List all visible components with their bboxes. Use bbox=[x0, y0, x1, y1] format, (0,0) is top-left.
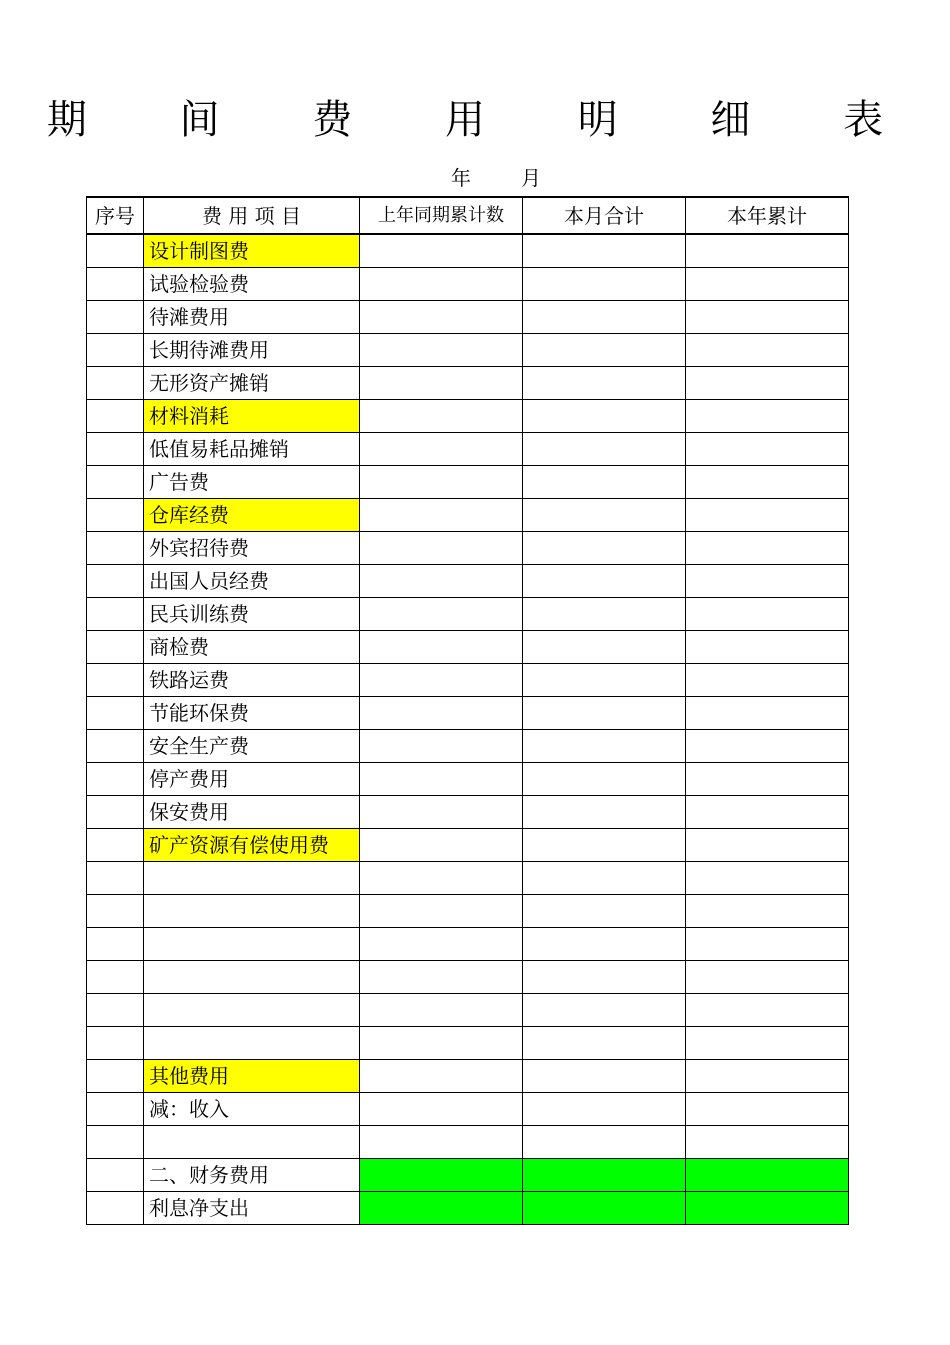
year-total-cell[interactable] bbox=[686, 334, 849, 367]
item-cell[interactable]: 待滩费用 bbox=[144, 301, 360, 334]
item-cell[interactable] bbox=[144, 1126, 360, 1159]
last-year-cell[interactable] bbox=[360, 400, 523, 433]
seq-cell[interactable] bbox=[87, 532, 144, 565]
seq-cell[interactable] bbox=[87, 796, 144, 829]
seq-cell[interactable] bbox=[87, 763, 144, 796]
year-total-cell[interactable] bbox=[686, 1192, 849, 1225]
month-total-cell[interactable] bbox=[523, 565, 686, 598]
item-cell[interactable]: 安全生产费 bbox=[144, 730, 360, 763]
last-year-cell[interactable] bbox=[360, 234, 523, 268]
col-header-month-total: 本月合计 bbox=[523, 197, 686, 234]
item-cell[interactable]: 外宾招待费 bbox=[144, 532, 360, 565]
last-year-cell[interactable] bbox=[360, 862, 523, 895]
last-year-cell[interactable] bbox=[360, 829, 523, 862]
last-year-cell[interactable] bbox=[360, 961, 523, 994]
table-row bbox=[87, 1060, 849, 1093]
year-total-cell[interactable] bbox=[686, 1060, 849, 1093]
month-total-cell[interactable] bbox=[523, 697, 686, 730]
item-cell[interactable] bbox=[144, 1027, 360, 1060]
last-year-cell[interactable] bbox=[360, 532, 523, 565]
item-cell[interactable] bbox=[144, 895, 360, 928]
seq-cell[interactable] bbox=[87, 367, 144, 400]
item-cell[interactable]: 仓库经费 bbox=[144, 499, 360, 532]
table-row bbox=[87, 499, 849, 532]
col-header-year-total: 本年累计 bbox=[686, 197, 849, 234]
table-row bbox=[87, 895, 849, 928]
year-total-cell[interactable] bbox=[686, 367, 849, 400]
item-cell[interactable]: 民兵训练费 bbox=[144, 598, 360, 631]
year-total-cell[interactable] bbox=[686, 1126, 849, 1159]
year-total-cell[interactable] bbox=[686, 433, 849, 466]
table-row bbox=[87, 796, 849, 829]
seq-cell[interactable] bbox=[87, 1159, 144, 1192]
month-total-cell[interactable] bbox=[523, 367, 686, 400]
month-total-cell[interactable] bbox=[523, 631, 686, 664]
page-title: 期 间 费 用 明 细 表 bbox=[46, 97, 924, 143]
month-total-cell[interactable] bbox=[523, 532, 686, 565]
table-row bbox=[87, 532, 849, 565]
month-total-cell[interactable] bbox=[523, 763, 686, 796]
seq-cell[interactable] bbox=[87, 961, 144, 994]
month-label: 月 bbox=[521, 166, 541, 190]
month-total-cell[interactable] bbox=[523, 829, 686, 862]
last-year-cell[interactable] bbox=[360, 664, 523, 697]
year-total-cell[interactable] bbox=[686, 466, 849, 499]
month-total-cell[interactable] bbox=[523, 499, 686, 532]
seq-cell[interactable] bbox=[87, 994, 144, 1027]
year-total-cell[interactable] bbox=[686, 928, 849, 961]
year-total-cell[interactable] bbox=[686, 862, 849, 895]
table-row bbox=[87, 1192, 849, 1225]
month-total-cell[interactable] bbox=[523, 598, 686, 631]
last-year-cell[interactable] bbox=[360, 1126, 523, 1159]
month-total-cell[interactable] bbox=[523, 433, 686, 466]
item-cell[interactable]: 广告费 bbox=[144, 466, 360, 499]
table-row bbox=[87, 763, 849, 796]
col-header-last-year: 上年同期累计数 bbox=[360, 197, 523, 234]
month-total-cell[interactable] bbox=[523, 334, 686, 367]
year-total-cell[interactable] bbox=[686, 598, 849, 631]
last-year-cell[interactable] bbox=[360, 598, 523, 631]
item-cell[interactable] bbox=[144, 928, 360, 961]
year-total-cell[interactable] bbox=[686, 763, 849, 796]
table-row bbox=[87, 433, 849, 466]
table-row bbox=[87, 862, 849, 895]
year-total-cell[interactable] bbox=[686, 664, 849, 697]
year-total-cell[interactable] bbox=[686, 796, 849, 829]
table-row bbox=[87, 301, 849, 334]
seq-cell[interactable] bbox=[87, 895, 144, 928]
last-year-cell[interactable] bbox=[360, 1027, 523, 1060]
month-total-cell[interactable] bbox=[523, 994, 686, 1027]
item-cell[interactable]: 节能环保费 bbox=[144, 697, 360, 730]
month-total-cell[interactable] bbox=[523, 1093, 686, 1126]
seq-cell[interactable] bbox=[87, 234, 144, 268]
seq-cell[interactable] bbox=[87, 1060, 144, 1093]
item-cell[interactable]: 利息净支出 bbox=[144, 1192, 360, 1225]
seq-cell[interactable] bbox=[87, 829, 144, 862]
item-cell[interactable]: 保安费用 bbox=[144, 796, 360, 829]
year-total-cell[interactable] bbox=[686, 1093, 849, 1126]
year-label: 年 bbox=[451, 166, 471, 190]
table-row bbox=[87, 994, 849, 1027]
seq-cell[interactable] bbox=[87, 400, 144, 433]
month-total-cell[interactable] bbox=[523, 664, 686, 697]
year-total-cell[interactable] bbox=[686, 1159, 849, 1192]
item-cell[interactable]: 减：收入 bbox=[144, 1093, 360, 1126]
last-year-cell[interactable] bbox=[360, 565, 523, 598]
item-cell[interactable]: 二、财务费用 bbox=[144, 1159, 360, 1192]
item-cell[interactable]: 铁路运费 bbox=[144, 664, 360, 697]
month-total-cell[interactable] bbox=[523, 796, 686, 829]
last-year-cell[interactable] bbox=[360, 928, 523, 961]
month-total-cell[interactable] bbox=[523, 1126, 686, 1159]
table-row bbox=[87, 466, 849, 499]
seq-cell[interactable] bbox=[87, 499, 144, 532]
seq-cell[interactable] bbox=[87, 466, 144, 499]
last-year-cell[interactable] bbox=[360, 631, 523, 664]
col-header-seq: 序号 bbox=[87, 197, 144, 234]
table-row bbox=[87, 234, 849, 268]
seq-cell[interactable] bbox=[87, 928, 144, 961]
item-cell[interactable]: 材料消耗 bbox=[144, 400, 360, 433]
month-total-cell[interactable] bbox=[523, 961, 686, 994]
item-cell[interactable]: 无形资产摊销 bbox=[144, 367, 360, 400]
last-year-cell[interactable] bbox=[360, 466, 523, 499]
item-cell[interactable]: 低值易耗品摊销 bbox=[144, 433, 360, 466]
year-total-cell[interactable] bbox=[686, 234, 849, 268]
month-total-cell[interactable] bbox=[523, 301, 686, 334]
item-cell[interactable]: 停产费用 bbox=[144, 763, 360, 796]
year-total-cell[interactable] bbox=[686, 565, 849, 598]
table-row bbox=[87, 268, 849, 301]
last-year-cell[interactable] bbox=[360, 334, 523, 367]
table-row bbox=[87, 565, 849, 598]
item-cell[interactable]: 试验检验费 bbox=[144, 268, 360, 301]
table-row bbox=[87, 961, 849, 994]
table-row bbox=[87, 1159, 849, 1192]
year-total-cell[interactable] bbox=[686, 631, 849, 664]
month-total-cell[interactable] bbox=[523, 234, 686, 268]
last-year-cell[interactable] bbox=[360, 499, 523, 532]
month-total-cell[interactable] bbox=[523, 466, 686, 499]
table-row bbox=[87, 1027, 849, 1060]
seq-cell[interactable] bbox=[87, 730, 144, 763]
year-total-cell[interactable] bbox=[686, 994, 849, 1027]
seq-cell[interactable] bbox=[87, 565, 144, 598]
seq-cell[interactable] bbox=[87, 862, 144, 895]
table-row bbox=[87, 697, 849, 730]
last-year-cell[interactable] bbox=[360, 730, 523, 763]
last-year-cell[interactable] bbox=[360, 697, 523, 730]
year-total-cell[interactable] bbox=[686, 499, 849, 532]
seq-cell[interactable] bbox=[87, 697, 144, 730]
last-year-cell[interactable] bbox=[360, 301, 523, 334]
last-year-cell[interactable] bbox=[360, 268, 523, 301]
month-total-cell[interactable] bbox=[523, 730, 686, 763]
table-row bbox=[87, 829, 849, 862]
table-row bbox=[87, 928, 849, 961]
table-row bbox=[87, 664, 849, 697]
month-total-cell[interactable] bbox=[523, 862, 686, 895]
year-total-cell[interactable] bbox=[686, 268, 849, 301]
last-year-cell[interactable] bbox=[360, 433, 523, 466]
year-total-cell[interactable] bbox=[686, 895, 849, 928]
seq-cell[interactable] bbox=[87, 1027, 144, 1060]
month-total-cell[interactable] bbox=[523, 1192, 686, 1225]
table-row bbox=[87, 598, 849, 631]
month-total-cell[interactable] bbox=[523, 268, 686, 301]
item-cell[interactable] bbox=[144, 961, 360, 994]
last-year-cell[interactable] bbox=[360, 763, 523, 796]
table-row bbox=[87, 730, 849, 763]
last-year-cell[interactable] bbox=[360, 1093, 523, 1126]
year-total-cell[interactable] bbox=[686, 961, 849, 994]
table-row bbox=[87, 334, 849, 367]
seq-cell[interactable] bbox=[87, 334, 144, 367]
last-year-cell[interactable] bbox=[360, 994, 523, 1027]
table-row bbox=[87, 367, 849, 400]
table-row bbox=[87, 631, 849, 664]
month-total-cell[interactable] bbox=[523, 1159, 686, 1192]
item-cell[interactable]: 长期待滩费用 bbox=[144, 334, 360, 367]
table-body bbox=[87, 234, 849, 1225]
table-row bbox=[87, 400, 849, 433]
last-year-cell[interactable] bbox=[360, 895, 523, 928]
last-year-cell[interactable] bbox=[360, 1192, 523, 1225]
seq-cell[interactable] bbox=[87, 598, 144, 631]
year-total-cell[interactable] bbox=[686, 400, 849, 433]
year-total-cell[interactable] bbox=[686, 301, 849, 334]
year-total-cell[interactable] bbox=[686, 532, 849, 565]
report-period bbox=[451, 164, 551, 192]
last-year-cell[interactable] bbox=[360, 1060, 523, 1093]
seq-cell[interactable] bbox=[87, 1093, 144, 1126]
table-row bbox=[87, 1093, 849, 1126]
table-row bbox=[87, 1126, 849, 1159]
seq-cell[interactable] bbox=[87, 301, 144, 334]
item-cell[interactable]: 出国人员经费 bbox=[144, 565, 360, 598]
year-total-cell[interactable] bbox=[686, 1027, 849, 1060]
month-total-cell[interactable] bbox=[523, 1060, 686, 1093]
seq-cell[interactable] bbox=[87, 268, 144, 301]
last-year-cell[interactable] bbox=[360, 1159, 523, 1192]
item-cell[interactable] bbox=[144, 994, 360, 1027]
last-year-cell[interactable] bbox=[360, 796, 523, 829]
seq-cell[interactable] bbox=[87, 1126, 144, 1159]
item-cell[interactable]: 矿产资源有偿使用费 bbox=[144, 829, 360, 862]
seq-cell[interactable] bbox=[87, 631, 144, 664]
seq-cell[interactable] bbox=[87, 664, 144, 697]
seq-cell[interactable] bbox=[87, 1192, 144, 1225]
expense-table bbox=[86, 196, 849, 1225]
item-cell[interactable]: 设计制图费 bbox=[144, 234, 360, 268]
year-total-cell[interactable] bbox=[686, 730, 849, 763]
seq-cell[interactable] bbox=[87, 433, 144, 466]
col-header-item: 费 用 项 目 bbox=[144, 197, 360, 234]
item-cell[interactable] bbox=[144, 862, 360, 895]
month-total-cell[interactable] bbox=[523, 928, 686, 961]
item-cell[interactable]: 其他费用 bbox=[144, 1060, 360, 1093]
month-total-cell[interactable] bbox=[523, 400, 686, 433]
year-total-cell[interactable] bbox=[686, 697, 849, 730]
year-total-cell[interactable] bbox=[686, 829, 849, 862]
header-row bbox=[87, 197, 849, 234]
item-cell[interactable]: 商检费 bbox=[144, 631, 360, 664]
last-year-cell[interactable] bbox=[360, 367, 523, 400]
month-total-cell[interactable] bbox=[523, 895, 686, 928]
month-total-cell[interactable] bbox=[523, 1027, 686, 1060]
